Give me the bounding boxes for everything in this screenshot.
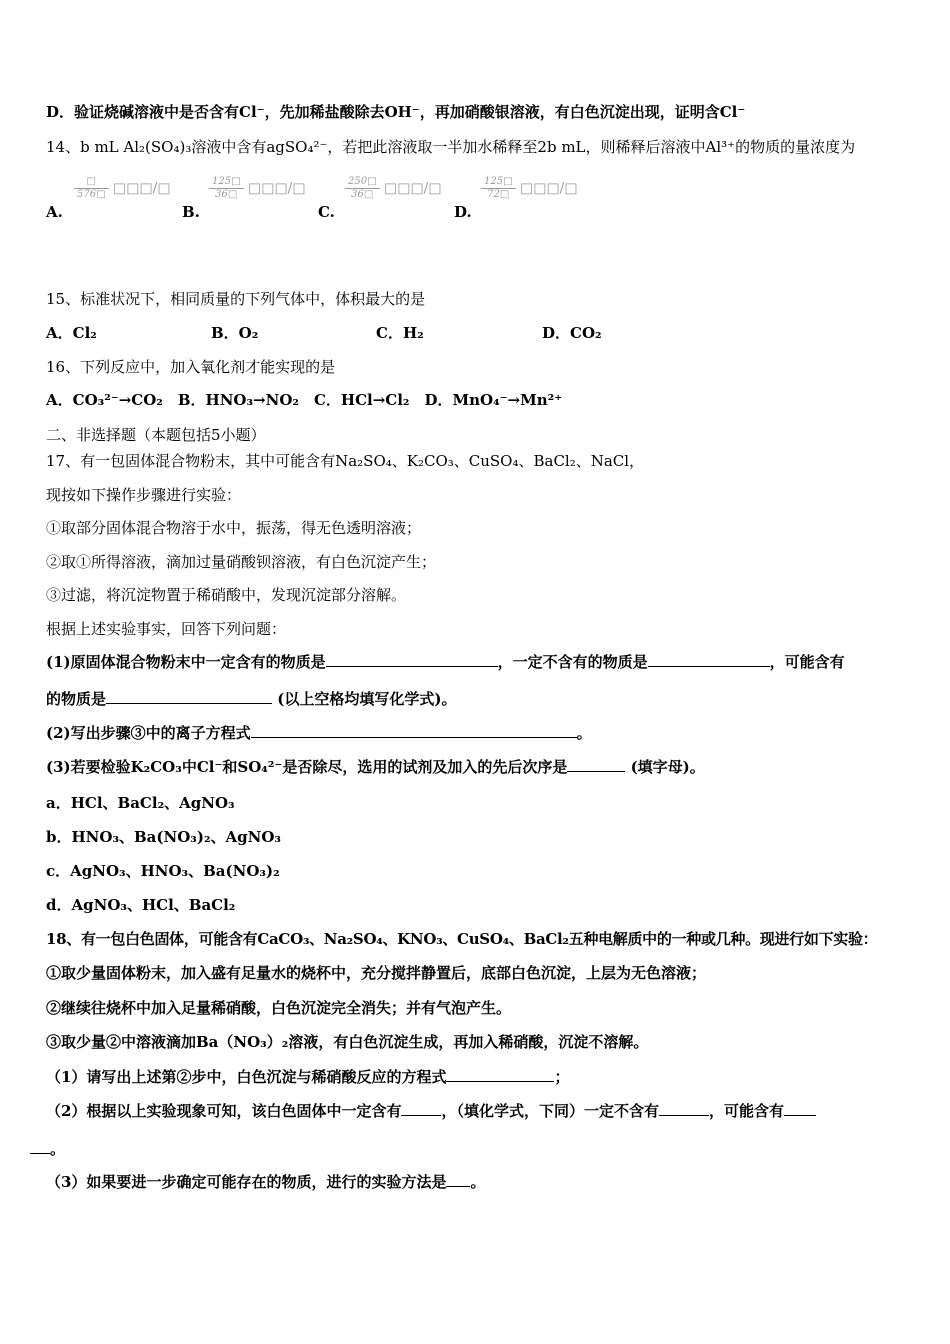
q17-part3: (3)若要检验K₂CO₃中Cl⁻和SO₄²⁻是否除尽，选用的试剂及加入的先后次序是 (填字母)。 — [46, 758, 705, 776]
answer-blank[interactable] — [106, 689, 272, 704]
q14-stem: 14、b mL Al₂(SO₄)₃溶液中含有agSO₄²⁻，若把此溶液取一半加水稀释至2b mL，则稀释后溶液中Al³⁺的物质的量浓度为 — [46, 138, 856, 156]
q15-option-c: C．H₂ — [376, 324, 424, 342]
q17-stem: 17、有一包固体混合物粉末，其中可能含有Na₂SO₄、K₂CO₃、CuSO₄、BaCl₂、NaCl， — [46, 452, 645, 470]
q18-step1: ①取少量固体粉末，加入盛有足量水的烧杯中，充分搅拌静置后，底部白色沉淀，上层为无色溶液； — [46, 964, 707, 982]
q17-step2: ②取①所得溶液，滴加过量硝酸钡溶液，有白色沉淀产生； — [46, 553, 437, 571]
q17-part1: (1)原固体混合物粉末中一定含有的物质是 ，一定不含有的物质是 ，可能含有 — [46, 653, 845, 671]
answer-blank[interactable] — [784, 1101, 816, 1116]
q14-option-b-label: B. — [182, 203, 200, 221]
q18-step3: ③取少量②中溶液滴加Ba（NO₃）₂溶液，有白色沉淀生成，再加入稀硝酸，沉淀不溶解。 — [46, 1033, 649, 1051]
answer-blank[interactable] — [251, 723, 577, 738]
q16-stem: 16、下列反应中，加入氧化剂才能实现的是 — [46, 358, 336, 376]
q17-option-c: c．AgNO₃、HNO₃、Ba(NO₃)₂ — [46, 862, 280, 880]
q17-option-d: d．AgNO₃、HCl、BaCl₂ — [46, 896, 236, 914]
q15-stem: 15、标准状况下，相同质量的下列气体中，体积最大的是 — [46, 290, 426, 308]
q15-option-a: A．Cl₂ — [46, 324, 97, 342]
q14-option-d-label: D. — [454, 203, 472, 221]
q14-option-a-label: A. — [46, 203, 63, 221]
q17-ask: 根据上述实验事实，回答下列问题： — [46, 620, 287, 638]
q13-option-d: D．验证烧碱溶液中是否含有Cl⁻，先加稀盐酸除去OH⁻，再加硝酸银溶液，有白色沉淀出现，证明含Cl⁻ — [46, 103, 746, 121]
q14-option-c-label: C. — [318, 203, 335, 221]
q16-options: A．CO₃²⁻→CO₂ B．HNO₃→NO₂ C．HCl→Cl₂ D．MnO₄⁻→Mn²⁺ — [46, 391, 563, 409]
q17-part1-cont: 的物质是 (以上空格均填写化学式)。 — [46, 690, 457, 708]
q17-intro: 现按如下操作步骤进行实验： — [46, 486, 242, 504]
section-heading: 二、非选择题（本题包括5小题） — [46, 426, 266, 444]
q15-option-d: D．CO₂ — [542, 324, 602, 342]
answer-blank[interactable] — [446, 1067, 554, 1082]
q14-option-c-formula: $\frac{250□}{36□}$ □□□/□ — [345, 176, 442, 201]
q17-step3: ③过滤，将沉淀物置于稀硝酸中，发现沉淀部分溶解。 — [46, 586, 407, 604]
answer-blank[interactable] — [659, 1101, 709, 1116]
answer-blank[interactable] — [30, 1139, 50, 1154]
q18-part2-cont: 。 — [30, 1139, 910, 1159]
answer-blank[interactable] — [648, 652, 770, 667]
q17-step1: ①取部分固体混合物溶于水中，振荡，得无色透明溶液； — [46, 519, 422, 537]
q18-part3: （3）如果要进一步确定可能存在的物质，进行的实验方法是 。 — [46, 1173, 486, 1191]
q15-option-b: B．O₂ — [211, 324, 259, 342]
answer-blank[interactable] — [326, 652, 498, 667]
q18-part1: （1）请写出上述第②步中，白色沉淀与稀硝酸反应的方程式 ； — [46, 1068, 570, 1086]
q18-part2: （2）根据以上实验现象可知，该白色固体中一定含有 ，（填化学式，下同）一定不含有 ，可能含有 — [46, 1101, 910, 1121]
q17-part2: (2)写出步骤③中的离子方程式 。 — [46, 724, 592, 742]
q18-step2: ②继续往烧杯中加入足量稀硝酸，白色沉淀完全消失；并有气泡产生。 — [46, 999, 512, 1017]
answer-blank[interactable] — [401, 1101, 441, 1116]
q17-option-a: a．HCl、BaCl₂、AgNO₃ — [46, 794, 235, 812]
answer-blank[interactable] — [446, 1172, 470, 1187]
q18-stem: 18、有一包白色固体，可能含有CaCO₃、Na₂SO₄、KNO₃、CuSO₄、BaCl₂五种电解质中的一种或几种。现进行如下实验： — [46, 930, 878, 948]
q17-option-b: b．HNO₃、Ba(NO₃)₂、AgNO₃ — [46, 828, 281, 846]
q14-option-a-formula: $\frac{□}{576□}$ □□□/□ — [74, 176, 171, 201]
answer-blank[interactable] — [567, 757, 625, 772]
q14-option-b-formula: $\frac{125□}{36□}$ □□□/□ — [209, 176, 306, 201]
q14-option-d-formula: $\frac{125□}{72□}$ □□□/□ — [481, 176, 578, 201]
